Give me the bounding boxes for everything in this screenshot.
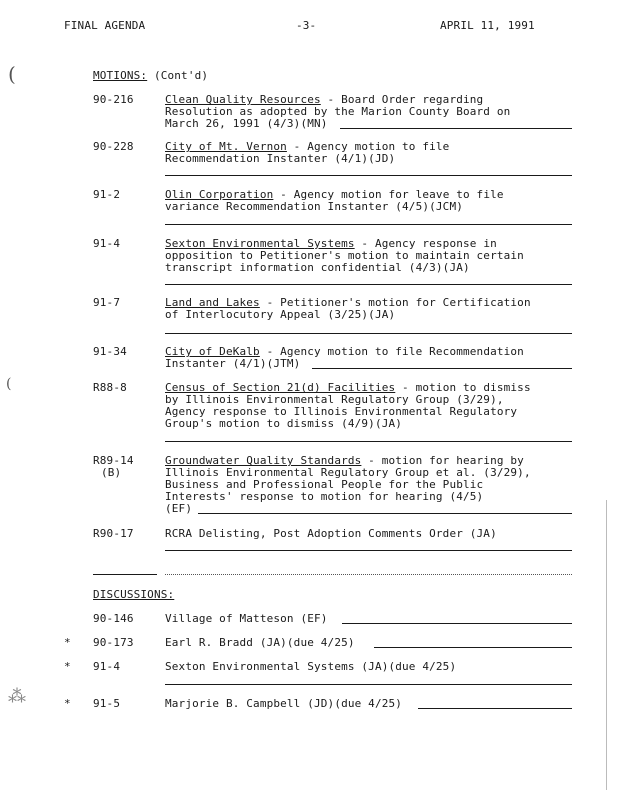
signature-line [165, 224, 572, 225]
motions-heading [93, 70, 208, 82]
discussion-text: Village of Matteson (EF) [165, 612, 328, 625]
signature-line [165, 175, 572, 176]
header-left: FINAL AGENDA [64, 19, 146, 32]
motion-line: Resolution as adopted by the Marion County Board on [165, 105, 511, 118]
motion-number: 90-216 [93, 93, 134, 106]
motion-number: 90-228 [93, 140, 134, 153]
case-name: Clean Quality Resources [165, 93, 321, 106]
page-edge-line [606, 500, 607, 790]
motion-line: RCRA Delisting, Post Adoption Comments Order (JA) [165, 527, 497, 540]
motion-line: by Illinois Environmental Regulatory Group (3/29), [165, 393, 504, 406]
motion-text: - Agency motion to file [286, 140, 450, 153]
motion-line: March 26, 1991 (4/3)(MN) [165, 117, 328, 130]
signature-line [165, 333, 572, 334]
header-date: APRIL 11, 1991 [440, 19, 535, 32]
signature-line [165, 441, 572, 442]
motion-text: - Petitioner's motion for Certification [259, 296, 531, 309]
signature-line [198, 513, 572, 514]
signature-line [418, 708, 572, 709]
motion-text: - Agency response in [354, 237, 497, 250]
signature-line [165, 284, 572, 285]
signature-line [342, 623, 572, 624]
signature-line [340, 128, 572, 129]
signature-line [165, 684, 572, 685]
motions-heading-label: MOTIONS: [93, 69, 148, 82]
motion-line: (EF) [165, 502, 193, 515]
motion-number: 91-7 [93, 296, 121, 309]
discussion-text: Sexton Environmental Systems (JA)(due 4/25) [165, 660, 457, 673]
margin-bracket-mark: ( [8, 62, 16, 86]
motions-heading-suffix: (Cont'd) [153, 69, 209, 82]
motion-number-suffix: (B) [101, 466, 122, 479]
punch-hole-mark: ⁂ [8, 686, 26, 707]
case-name: City of DeKalb [165, 345, 260, 358]
motion-line: opposition to Petitioner's motion to maintain certain [165, 249, 524, 262]
priority-star: * [64, 697, 71, 710]
case-name: Census of Section 21(d) Facilities [165, 381, 396, 394]
motion-line: Group's motion to dismiss (4/9)(JA) [165, 417, 403, 430]
motion-line: Agency response to Illinois Environmental Regulatory [165, 405, 518, 418]
motion-line: Illinois Environmental Regulatory Group et al. (3/29), [165, 466, 531, 479]
motion-number: R90-17 [93, 527, 134, 540]
case-name: Sexton Environmental Systems [165, 237, 355, 250]
motion-line: Instanter (4/1)(JTM) [165, 357, 301, 370]
motion-line: Recommendation Instanter (4/1)(JD) [165, 152, 396, 165]
priority-star: * [64, 660, 71, 673]
discussion-text: Earl R. Bradd (JA)(due 4/25) [165, 636, 355, 649]
motion-line: Business and Professional People for the Public [165, 478, 484, 491]
motion-line: of Interlocutory Appeal (3/25)(JA) [165, 308, 396, 321]
signature-line [312, 368, 572, 369]
discussions-heading [93, 589, 174, 601]
discussion-number: 90-146 [93, 612, 134, 625]
motion-number: R88-8 [93, 381, 127, 394]
motion-number: 91-34 [93, 345, 127, 358]
motion-line: Interests' response to motion for hearing (4/5) [165, 490, 484, 503]
motion-line: variance Recommendation Instanter (4/5)(JCM) [165, 200, 463, 213]
blank-line [165, 574, 572, 575]
discussion-number: 91-4 [93, 660, 121, 673]
discussion-text: Marjorie B. Campbell (JD)(due 4/25) [165, 697, 403, 710]
motion-text: - Board Order regarding [320, 93, 484, 106]
signature-line [374, 647, 572, 648]
case-name: Land and Lakes [165, 296, 260, 309]
discussion-number: 90-173 [93, 636, 134, 649]
discussions-heading-label: DISCUSSIONS: [93, 588, 175, 601]
margin-bracket-mark: ( [6, 376, 12, 392]
motion-text: - motion for hearing by [361, 454, 524, 467]
case-name: City of Mt. Vernon [165, 140, 287, 153]
discussion-number: 91-5 [93, 697, 121, 710]
signature-line [165, 550, 572, 551]
page-number: -3- [296, 19, 317, 32]
motion-number: 91-4 [93, 237, 121, 250]
motion-text: - motion to dismiss [395, 381, 531, 394]
priority-star: * [64, 636, 71, 649]
motion-text: - Agency motion to file Recommendation [259, 345, 524, 358]
motion-line: transcript information confidential (4/3)(JA) [165, 261, 470, 274]
motion-number: R89-14 [93, 454, 134, 467]
motion-number: 91-2 [93, 188, 121, 201]
case-name: Groundwater Quality Standards [165, 454, 362, 467]
blank-line [93, 574, 157, 575]
motion-text: - Agency motion for leave to file [273, 188, 504, 201]
case-name: Olin Corporation [165, 188, 274, 201]
